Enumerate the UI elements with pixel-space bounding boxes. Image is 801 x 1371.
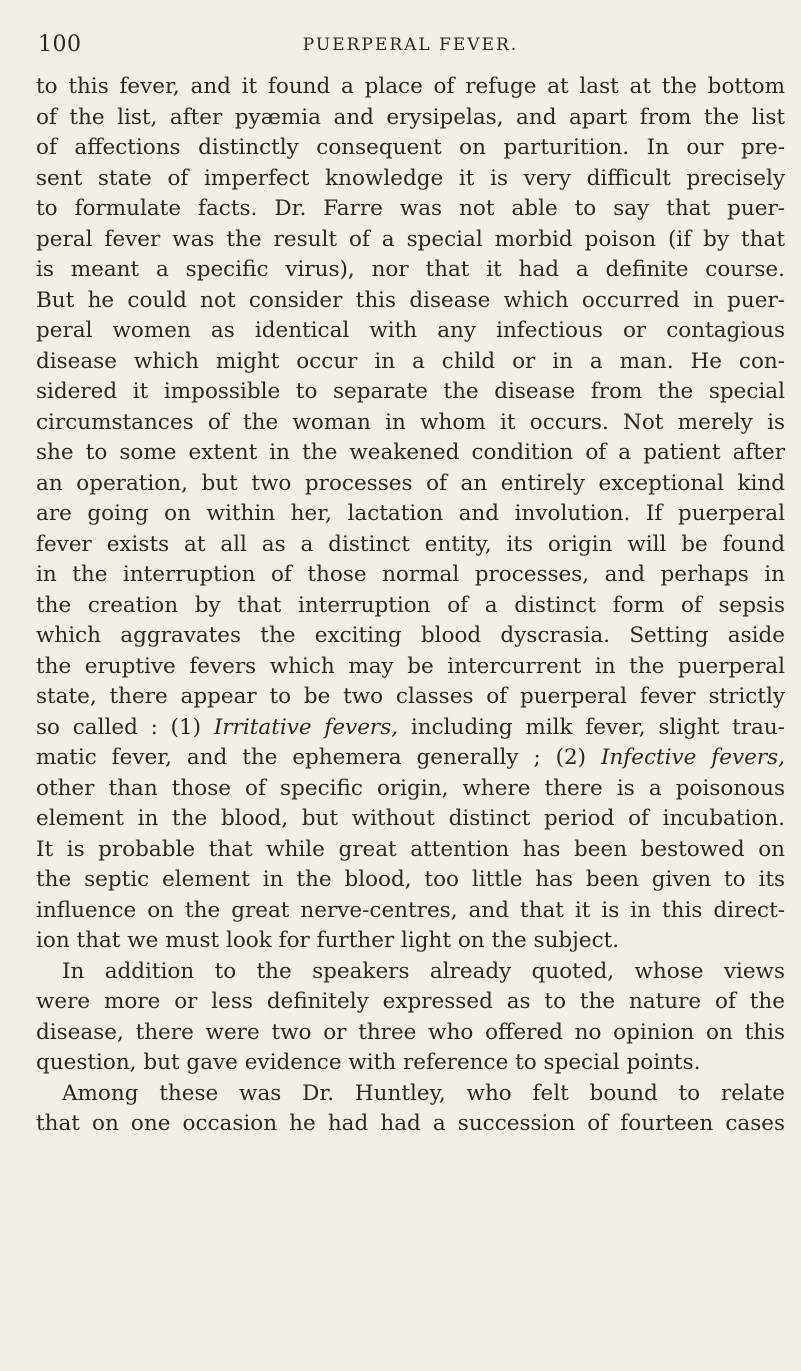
text-line: fever exists at all as a distinct entity, its origin will be found (36, 531, 785, 557)
text-line: state, there appear to be two classes of puerperal fever strictly (36, 684, 785, 709)
text-run: including milk fever, slight trau- (398, 714, 785, 740)
text-line: the septic element in the blood, too little has been given to its (36, 867, 785, 892)
text-line: in the interruption of those normal processes, and perhaps in (36, 562, 785, 587)
text-line: peral women as identical with any infectious or contagious (36, 318, 785, 343)
text-line: influence on the great nerve-centres, and that it is in this direct- (36, 897, 785, 923)
running-head (38, 32, 783, 62)
text-line: of the list, after pyæmia and erysipelas, and apart from the list (36, 104, 785, 130)
text-line: disease, there were two or three who offered no opinion on this (36, 1019, 785, 1045)
text-line: are going on within her, lactation and involution. If puerperal (36, 501, 785, 526)
text-line: were more or less definitely expressed as to the nature of the (36, 989, 785, 1014)
text-line: It is probable that while great attention has been bestowed on (36, 836, 785, 862)
paragraph-start-line: In addition to the speakers already quoted, whose views (62, 958, 785, 984)
paragraph-start-line: Among these was Dr. Huntley, who felt bound to relate (62, 1080, 785, 1106)
text-line: But he could not consider this disease which occurred in puer- (36, 287, 785, 313)
text-line: of affections distinctly consequent on parturition. In our pre- (36, 135, 785, 160)
text-line: peral fever was the result of a special morbid poison (if by that (36, 226, 785, 252)
text-line: which aggravates the exciting blood dyscrasia. Setting aside (36, 623, 785, 648)
italic-term: Infective fevers, (600, 745, 786, 770)
running-title: PUERPERAL FEVER. (302, 35, 519, 55)
body-text (36, 72, 785, 1140)
text-line: element in the blood, but without distinct period of incubation. (36, 806, 785, 831)
text-line-mixed (36, 713, 785, 744)
text-run: matic fever, and the ephemera generally ; (2) (36, 745, 601, 770)
page-number: 100 (38, 32, 82, 57)
text-line: question, but gave evidence with reference to special points. (36, 1050, 701, 1075)
text-line: the eruptive fevers which may be intercurrent in the puerperal (36, 653, 785, 679)
text-line: ion that we must look for further light on the subject. (36, 928, 620, 953)
text-line: an operation, but two processes of an entirely exceptional kind (36, 470, 785, 496)
text-line: she to some extent in the weakened condition of a patient after (36, 440, 785, 465)
text-run: so called : (1) (36, 714, 214, 740)
text-line: to formulate facts. Dr. Farre was not able to say that puer- (36, 196, 785, 221)
text-line: to this fever, and it found a place of refuge at last at the bottom (36, 74, 785, 99)
text-line: circumstances of the woman in whom it occurs. Not merely is (36, 409, 785, 435)
text-line: other than those of specific origin, where there is a poisonous (36, 775, 785, 801)
text-line: sidered it impossible to separate the disease from the special (36, 379, 785, 404)
text-line: disease which might occur in a child or in a man. He con- (36, 348, 785, 374)
text-line: that on one occasion he had had a succession of fourteen cases (36, 1111, 785, 1136)
italic-term: Irritative fevers, (213, 714, 399, 740)
text-line: sent state of imperfect knowledge it is very difficult precisely (36, 165, 785, 191)
text-line: the creation by that interruption of a distinct form of sepsis (36, 592, 785, 618)
text-line: is meant a specific virus), nor that it had a definite course. (36, 257, 785, 282)
text-line-mixed (36, 743, 785, 774)
